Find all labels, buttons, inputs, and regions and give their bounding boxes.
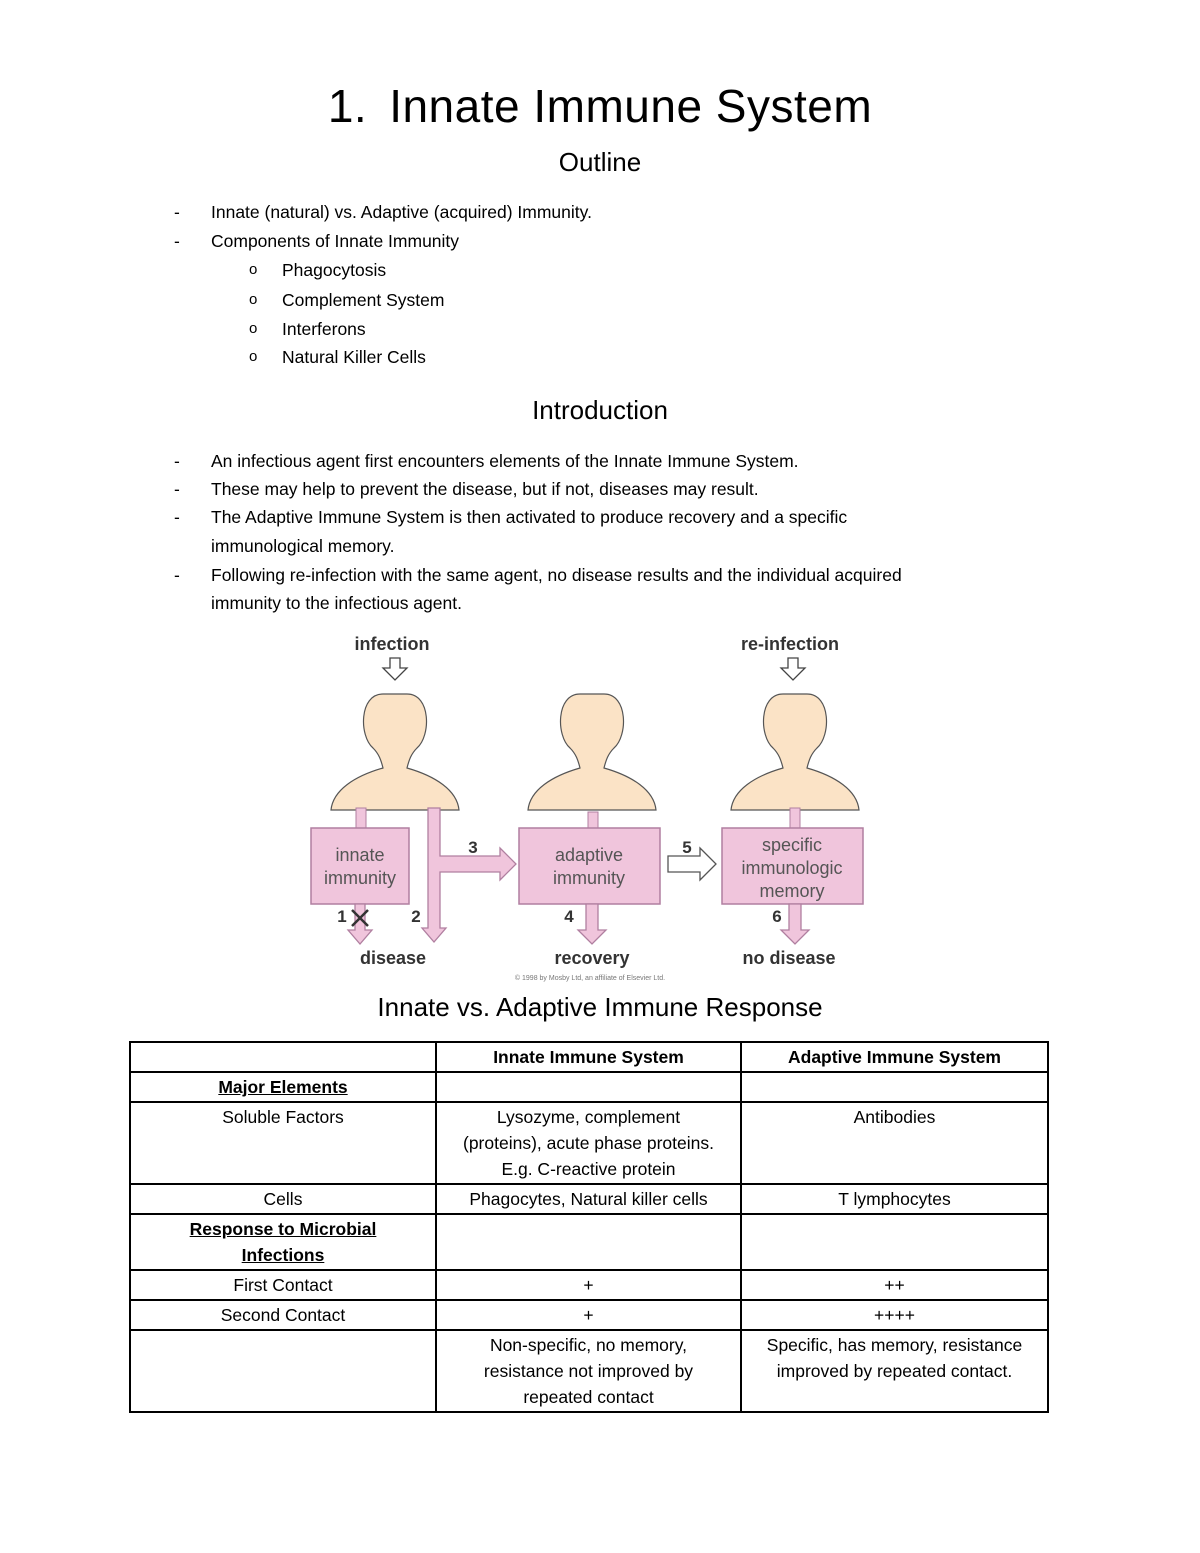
header-cell: Adaptive Immune System (741, 1042, 1048, 1072)
svg-text:2: 2 (411, 907, 421, 926)
arrow-1 (348, 904, 372, 944)
svg-text:5: 5 (682, 838, 692, 857)
row-label: Second Contact (130, 1300, 436, 1330)
table-row (130, 1184, 1048, 1214)
person-figure-2 (528, 694, 656, 810)
infection-label: infection (354, 634, 430, 654)
svg-text:immunologic: immunologic (741, 858, 843, 878)
page-title (0, 78, 1200, 134)
reinfection-label: re-infection (740, 634, 840, 654)
table-cell: ++ (741, 1270, 1048, 1300)
title-number: 1. (327, 80, 368, 132)
list-item-continuation: immunity to the infectious agent. (211, 593, 462, 613)
table-row (130, 1300, 1048, 1330)
svg-text:6: 6 (772, 907, 782, 926)
svg-text:innate: innate (335, 845, 385, 865)
list-item: - Components of Innate Immunity (174, 231, 460, 251)
svg-text:1: 1 (337, 907, 347, 926)
table-row (130, 1072, 1048, 1102)
sub-list-item: o Phagocytosis (249, 260, 387, 280)
arrow-2-and-3 (422, 808, 516, 942)
reinfection-arrow (781, 658, 805, 680)
table-heading: Innate vs. Adaptive Immune Response (377, 992, 823, 1022)
svg-text:memory: memory (759, 881, 825, 901)
comparison-table (129, 1041, 1049, 1413)
row-label: Soluble Factors (130, 1102, 436, 1184)
table-cell: Phagocytes, Natural killer cells (436, 1184, 741, 1214)
table-cell: + (436, 1300, 741, 1330)
arrow-5 (668, 848, 716, 880)
row-label: Cells (130, 1184, 436, 1214)
section-label: Major Elements (218, 1077, 348, 1097)
disease-label: disease (359, 948, 427, 968)
infection-arrow (383, 658, 407, 680)
table-cell: Non-specific, no memory, resistance not improved by repeated contact (436, 1330, 741, 1412)
sub-list-item: o Natural Killer Cells (249, 347, 426, 367)
no-disease-label: no disease (742, 948, 836, 968)
table-cell: Lysozyme, complement (proteins), acute phase proteins. E.g. C-reactive protein (436, 1102, 741, 1184)
section-label: Response to Microbial Infections (130, 1214, 436, 1270)
arrow-6 (781, 904, 809, 944)
list-item: - The Adaptive Immune System is then activated to produce recovery and a specific (174, 507, 848, 527)
svg-text:4: 4 (564, 907, 574, 926)
svg-text:immunity: immunity (552, 868, 626, 888)
svg-text:adaptive: adaptive (554, 845, 624, 865)
table-cell: Antibodies (741, 1102, 1048, 1184)
list-item: - An infectious agent first encounters elements of the Innate Immune System. (174, 451, 799, 471)
title-text: Innate Immune System (389, 80, 873, 132)
list-item: - Following re-infection with the same agent, no disease results and the individual acquired (174, 565, 902, 585)
adaptive-immunity-box (519, 828, 660, 904)
person-figure-3 (731, 694, 859, 810)
header-cell: Innate Immune System (436, 1042, 741, 1072)
sub-list-item: o Interferons (249, 319, 366, 339)
table-row (130, 1214, 1048, 1270)
svg-text:immunity: immunity (323, 868, 397, 888)
list-item: - These may help to prevent the disease, but if not, diseases may result. (174, 479, 759, 499)
introduction-heading: Introduction (532, 395, 668, 425)
outline-heading: Outline (558, 147, 642, 177)
innate-immunity-box (311, 828, 409, 904)
table-row (130, 1102, 1048, 1184)
list-item-continuation: immunological memory. (211, 536, 395, 556)
table-cell: + (436, 1270, 741, 1300)
figure-credit: © 1998 by Mosby Ltd, an affiliate of Elsevier Ltd. (514, 975, 666, 982)
table-row (130, 1270, 1048, 1300)
immune-response-diagram (300, 628, 880, 988)
header-cell (130, 1042, 436, 1072)
person-figure-1 (331, 694, 459, 810)
table-cell: ++++ (741, 1300, 1048, 1330)
svg-text:3: 3 (468, 838, 478, 857)
table-header-row (130, 1042, 1048, 1072)
row-label: First Contact (130, 1270, 436, 1300)
recovery-label: recovery (554, 948, 630, 968)
table-row (130, 1330, 1048, 1412)
svg-text:specific: specific (761, 835, 823, 855)
table-cell: T lymphocytes (741, 1184, 1048, 1214)
table-cell: Specific, has memory, resistance improved by repeated contact. (741, 1330, 1048, 1412)
list-item: - Innate (natural) vs. Adaptive (acquired) Immunity. (174, 202, 592, 222)
arrow-4 (578, 904, 606, 944)
sub-list-item: o Complement System (249, 290, 445, 310)
